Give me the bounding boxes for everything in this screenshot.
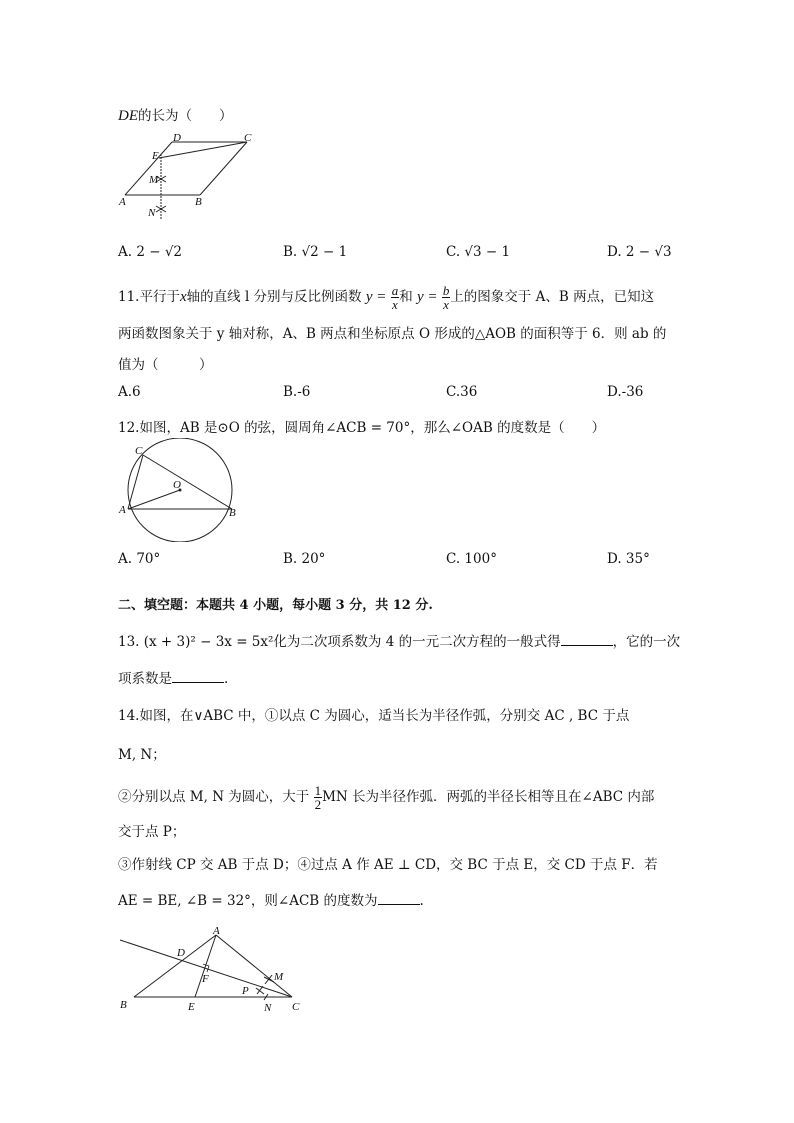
q11-f2-lhs: y = [416,289,438,305]
q13-text-d: . [224,671,229,687]
q13-line2 [118,667,228,687]
q10-label-M: M [149,174,159,186]
q12-option-d: D. 35° [607,551,650,567]
q14-line3 [118,784,654,811]
q14-half-num: 1 [314,783,322,798]
q14-label-E: E [188,1001,195,1013]
q10-option-c: C. √3 − 1 [446,244,511,260]
q13-text-a: 13. (x + 3)² − 3x = 5x²化为二次项系数为 4 的一元二次方程的一般式得 [118,634,561,650]
q11-f2-den: x [443,297,449,312]
q14-blank[interactable] [378,892,420,905]
q12-option-a: A. 70° [118,551,161,567]
q14-label-M: M [274,971,284,983]
q13-blank-1[interactable] [561,633,613,646]
q10-option-d: D. 2 − √3 [607,244,672,260]
q11-text-b: 轴的直线 l 分别与反比例函数 [186,289,362,305]
q12-label-O: O [173,479,181,491]
q11-option-a: A.6 [118,384,141,400]
q14-text-a: ②分别以点 M, N 为圆心，大于 [118,789,310,805]
q11-line1 [118,284,654,311]
q12-label-A: A [119,504,126,516]
q10-label-B: B [195,196,202,208]
q11-f2-num: b [442,283,450,298]
q14-text-c: AE = BE, ∠B = 32°，则∠ACB 的度数为 [118,893,378,909]
q14-line2: M, N； [118,747,166,763]
q14-label-D: D [177,947,185,959]
q10-var: DE [118,108,138,124]
q14-label-A: A [213,925,220,937]
q12-line1: 12.如图，AB 是⊙O 的弦，圆周角∠ACB = 70°，那么∠OAB 的度数是（ ） [118,420,606,436]
q12-circle-figure [117,438,243,542]
q14-line5: ③作射线 CP 交 AB 于点 D；④过点 A 作 AE ⊥ CD，交 BC 于点 E，交 CD 于点 F．若 [118,857,658,873]
q10-stem [118,104,233,125]
q10-label-D: D [173,132,181,144]
q14-label-B: B [120,999,127,1011]
q14-fraction-half [314,784,323,811]
q12-option-c: C. 100° [446,551,497,567]
q14-line4: 交于点 P； [118,824,186,840]
q14-half-den: 2 [314,797,322,812]
q10-tail: 的长为（ ） [138,108,233,124]
q10-label-A: A [119,196,126,208]
q10-parallelogram-figure [115,132,275,224]
q11-option-d: D.-36 [607,384,644,400]
q11-f1-lhs: y = [365,289,387,305]
q11-x: x [179,289,187,305]
q12-label-C: C [135,445,143,457]
q13-blank-2[interactable] [172,670,224,683]
q12-label-B: B [229,507,236,519]
q11-option-b: B.-6 [283,384,311,400]
q14-text-d: . [419,893,424,909]
q14-label-F: F [202,973,209,985]
q11-and: 和 [399,289,413,305]
q10-label-C: C [244,132,252,144]
q13-text-c: 项系数是 [118,671,172,687]
q14-text-b: MN 长为半径作弧．两弧的半径长相等且在∠ABC 内部 [322,789,655,805]
q14-label-N: N [264,1002,272,1014]
q11-line2: 两函数图象关于 y 轴对称，A、B 两点和坐标原点 O 形成的△AOB 的面积等于 6．则 ab 的 [118,326,667,342]
q11-f1-den: x [392,297,398,312]
q13-text-b: ，它的一次 [612,634,681,650]
q11-text-a: 11.平行于 [118,289,180,305]
q11-line3: 值为（ ） [118,357,213,373]
q14-line1: 14.如图，在∨ABC 中，①以点 C 为圆心，适当长为半径作弧，分别交 AC , BC 于点 [118,708,630,724]
q10-option-b: B. √2 − 1 [283,244,348,260]
q14-label-C: C [292,1001,300,1013]
q11-fraction-a-over-x [391,284,400,311]
q14-triangle-figure [116,922,312,1018]
q10-label-N: N [148,207,156,219]
q11-f1-num: a [391,283,399,298]
q12-option-b: B. 20° [283,551,326,567]
q10-label-E: E [152,150,159,162]
q11-text-c: 上的图象交于 A、B 两点，已知这 [450,289,655,305]
q13-line1 [118,630,680,650]
q14-label-P: P [242,985,249,997]
q10-option-a: A. 2 − √2 [118,244,183,260]
section-title-fill-in: 二、填空题：本题共 4 小题，每小题 3 分，共 12 分. [118,598,433,613]
q11-option-c: C.36 [446,384,478,400]
q14-line6 [118,889,424,909]
